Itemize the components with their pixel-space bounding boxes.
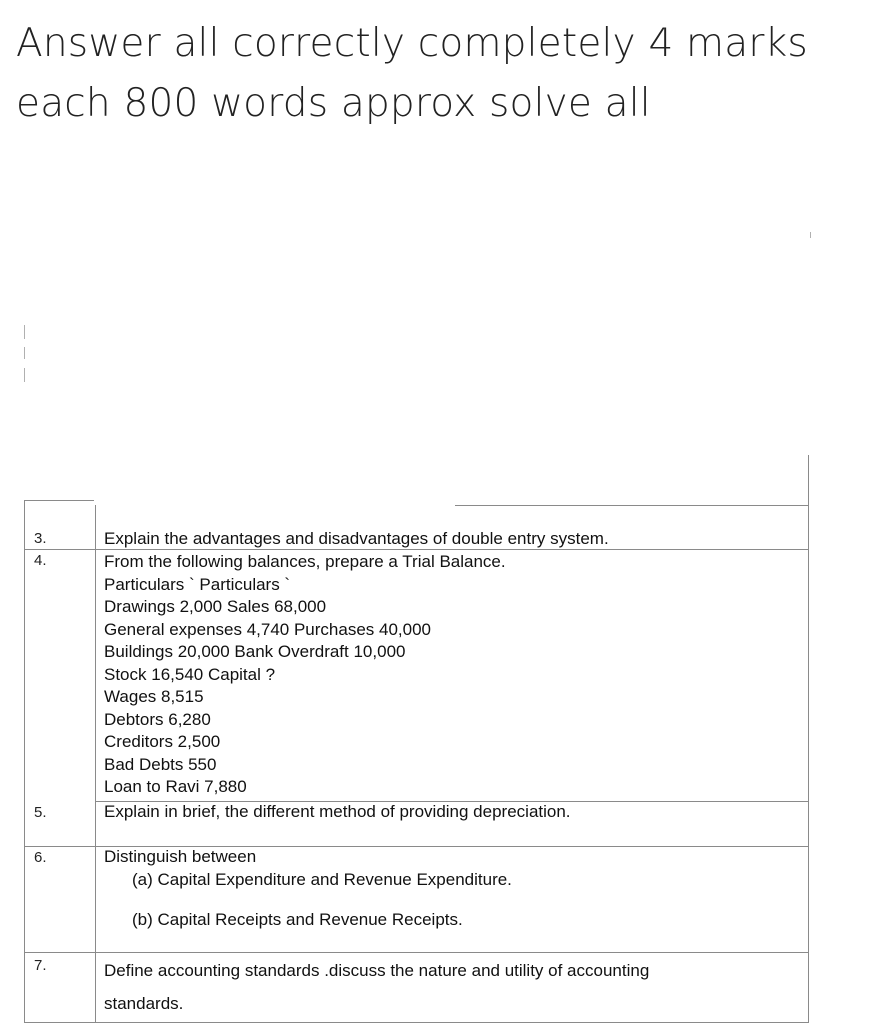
question-number: 6. xyxy=(34,849,47,866)
question-number: 7. xyxy=(34,957,47,974)
question-line: Explain the advantages and disadvantages of double entry system. xyxy=(104,529,609,548)
question-4-text xyxy=(104,551,506,799)
question-line: Particulars ` Particulars ` xyxy=(104,574,291,594)
question-number: 3. xyxy=(34,530,47,547)
page-heading xyxy=(16,14,876,134)
question-number: 5. xyxy=(34,804,47,821)
question-line: Buildings 20,000 Bank Overdraft 10,000 xyxy=(104,642,406,661)
question-line: Debtors 6,280 xyxy=(104,709,211,729)
heading-line-2: each 800 words approx solve all xyxy=(16,81,651,126)
question-line: Stock 16,540 Capital ? xyxy=(104,664,276,684)
question-line: Wages 8,515 xyxy=(104,687,204,706)
scan-mark xyxy=(24,368,25,382)
question-line: Loan to Ravi 7,880 xyxy=(104,777,247,796)
question-line: Define accounting standards .discuss the nature and utility of accounting xyxy=(104,961,650,980)
question-line: (a) Capital Expenditure and Revenue Expenditure. xyxy=(132,869,512,889)
question-line: Explain in brief, the different method of providing depreciation. xyxy=(104,802,571,821)
question-line: Creditors 2,500 xyxy=(104,732,221,751)
question-3-text xyxy=(104,528,609,551)
question-7-text xyxy=(104,954,649,1020)
question-line: standards. xyxy=(104,994,184,1013)
question-line: Bad Debts 550 xyxy=(104,754,217,774)
question-number: 4. xyxy=(34,552,47,569)
question-line: General expenses 4,740 Purchases 40,000 xyxy=(104,619,432,639)
scan-mark xyxy=(810,232,811,238)
question-line: Drawings 2,000 Sales 68,000 xyxy=(104,597,327,616)
scan-mark xyxy=(24,347,25,359)
question-line: From the following balances, prepare a Trial Balance. xyxy=(104,552,506,571)
scan-mark xyxy=(24,325,25,339)
question-line: (b) Capital Receipts and Revenue Receipts. xyxy=(132,910,463,929)
heading-line-1: Answer all correctly completely 4 marks xyxy=(16,21,808,66)
question-5-text xyxy=(104,801,571,824)
question-line: Distinguish between xyxy=(104,847,257,866)
question-6-text xyxy=(104,846,512,932)
